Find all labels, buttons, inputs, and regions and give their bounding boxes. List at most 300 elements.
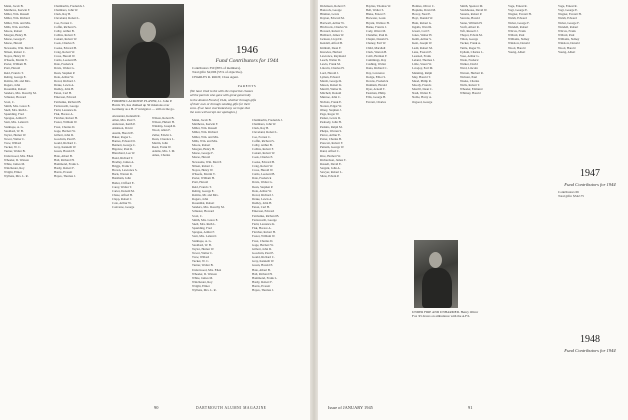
- contributor-name: Winchester, Roy: [4, 166, 25, 171]
- contributor-name: Hoyt, Donald W.: [412, 16, 433, 21]
- contributor-name: Pierce, Arthur E.: [320, 132, 341, 137]
- page-number-right: 91: [468, 405, 473, 410]
- contributor-name: Rosenthal, Robert: [4, 87, 27, 92]
- contributor-name: Hartwell, Arthur W.: [320, 20, 345, 25]
- contributor-name: Field, Laurence K.: [54, 107, 78, 112]
- contributor-name: Coffin, Richard S.: [54, 24, 77, 29]
- contributor-name: Carter, Donald M.: [112, 188, 135, 193]
- contributor-name: Hubbard, James W.: [320, 33, 345, 38]
- caption-line: UNDER FIRE AND UNHARMED. Henry Oliver: [412, 310, 479, 314]
- contributor-name: Schuster, Howard: [192, 209, 215, 214]
- contributor-name: Fisk, Horace A.: [252, 226, 272, 231]
- contributor-name: Dunham, Harold: [366, 82, 387, 87]
- contributor-name: Emerson, Edward: [252, 209, 275, 214]
- contributor-name: Hale, Albert B.: [54, 153, 73, 158]
- contributor-name: Howard, Robert C.: [320, 28, 344, 33]
- contributor-name: Downs, Frederick: [366, 78, 389, 83]
- contributor-name: Coe, Forrest C.: [252, 134, 271, 139]
- note-line: sons. If we have overlooked any we hope that: [190, 106, 250, 111]
- contributor-name: Frost, Charles D.: [252, 238, 274, 243]
- contributor-name: Burnham, John: [112, 176, 131, 181]
- contributor-name: Mead, Philip R.: [412, 78, 432, 83]
- name-column-9: [412, 4, 456, 240]
- name-column-10: [460, 4, 504, 240]
- stat-line: Contributors 350 (89% of members).: [192, 66, 241, 70]
- caption-line: Fox '45 draws on ambulance with the A.F.S.: [412, 314, 471, 319]
- contributor-name: Dudley, John H.: [54, 87, 75, 92]
- contributor-name: Bond, Richard T.: [112, 155, 134, 160]
- contributor-name: Dayton, Edward M.: [320, 16, 345, 21]
- contributor-name: Lincoln, Charles H.: [320, 66, 345, 71]
- contributor-name: Walker, David: [460, 62, 478, 67]
- contributor-name: Dowd, Richard J.: [54, 78, 76, 83]
- contributor-name: Chamberlin, Frederick J.: [252, 118, 283, 122]
- contributor-name: Stearns, Robert P.: [460, 12, 482, 17]
- contributor-name: Prescott, Robert F.: [320, 141, 343, 146]
- contributor-name: Perkins, Ralph M.: [320, 124, 343, 129]
- contributor-name: Moody, Francis: [412, 82, 432, 87]
- contributor-name: Dean, Clarence L.: [152, 136, 175, 141]
- contributor-name: Wood, Allen F.: [152, 128, 171, 133]
- contributor-name: Wendell, Robert: [508, 24, 529, 29]
- contributor-name: White, James M.: [192, 275, 213, 280]
- contributor-name: Stackhouse, David W.: [460, 8, 488, 13]
- page-gutter: [310, 0, 318, 420]
- contributor-name: Wheeler, D. Watson: [192, 271, 217, 276]
- contributor-name: Willard, Paul: [508, 33, 525, 38]
- contributor-name: Blake, Ernest F.: [366, 12, 386, 17]
- contributor-name: Barnes, Edward D.: [112, 138, 136, 143]
- contributor-name: O'Keefe, Martin V.: [192, 172, 216, 177]
- contributor-name: Reed, Frank W.: [152, 145, 172, 150]
- contributor-name: Webster, Paul: [460, 74, 477, 79]
- contributor-name: Cleveland, Robert L.: [252, 130, 278, 135]
- contributor-name: Mills, Wm. and Mrs.: [4, 24, 30, 29]
- name-column-4: [152, 116, 188, 402]
- contributor-name: Green, Harold E.: [252, 263, 274, 268]
- contributor-name: Warren, Herbert R.: [460, 70, 484, 75]
- contributor-name: Smith, Mrs. Grace E.: [192, 217, 219, 222]
- contributor-name: Nichols, Frank E.: [320, 99, 342, 104]
- contributor-name: Tower, Walter C.: [192, 251, 214, 255]
- contributor-name: Newsome, Wm. Mott P.: [192, 159, 222, 164]
- contributor-name: Moore, Robert: [192, 142, 211, 147]
- contributor-name: Taft, Russell J.: [460, 28, 479, 33]
- contributor-name: Ames, Charles: [152, 153, 171, 158]
- contributor-name: Wheeler, Edmund: [460, 87, 483, 92]
- contributor-name: Mitchell, Donald: [320, 91, 342, 96]
- contributor-name: Farnsworth, George: [54, 103, 79, 108]
- contributor-name: Turner, Walter B.: [192, 263, 214, 268]
- contributor-name: Foster, William W.: [252, 234, 276, 239]
- contributor-name: Stoddard, W. B.: [192, 242, 212, 247]
- contributor-name: Rice, Herbert W.: [320, 153, 341, 158]
- contributor-name: Tower, Walter C.: [4, 137, 26, 141]
- contributor-name: Fairbanks, Richard B.: [252, 213, 280, 218]
- photo-caption-right: [412, 310, 504, 318]
- contributor-name: Drake, Lewis A.: [54, 82, 75, 87]
- contributor-name: Sprague, Arthur F.: [192, 230, 215, 235]
- contributor-name: Eaton, Carl H.: [54, 91, 72, 96]
- contributor-name: Noble, Harry A.: [412, 95, 432, 100]
- contributor-name: Spaulding, Fred: [4, 112, 24, 117]
- contributor-name: Nash, Walter E.: [412, 91, 432, 96]
- name-column-6: [252, 118, 308, 402]
- contributor-name: Lovejoy, Earl M.: [412, 66, 434, 71]
- fund-heading-1947: Fund Contributors for 1944: [564, 182, 616, 187]
- name-column-1: [4, 4, 50, 402]
- contributor-name: Weber, George F.: [558, 20, 580, 25]
- contributor-name: Fletcher, Robert H.: [54, 116, 78, 121]
- parents-note: [190, 89, 304, 115]
- contributor-name: Knowles, Herbert: [320, 49, 342, 54]
- contributor-name: Ladd, Robert M.: [412, 45, 433, 50]
- contributor-name: Bell, Walter S.: [366, 8, 385, 13]
- contributor-name: Sprague, Arthur F.: [4, 116, 27, 121]
- contributor-name: Manning, Ralph: [412, 70, 433, 75]
- contributor-name: Rosenthal, Robert: [192, 201, 215, 206]
- contributor-name: Baylies, Thomas W.: [366, 4, 391, 8]
- name-column-11: [508, 4, 554, 244]
- contributor-name: Clark, Ray B.: [54, 12, 72, 17]
- contributor-name: Green, Harold E.: [54, 149, 76, 154]
- contributor-name: Swift, Albert R.: [460, 24, 480, 29]
- contributor-name: Hovey, Neal E.: [412, 12, 431, 17]
- contributor-name: Upham, Charles L.: [460, 49, 484, 54]
- stat-line: CHARLES R. ROOT, Class Agent.: [192, 74, 239, 79]
- contributor-name: Wheeler, D. Watson: [4, 157, 29, 162]
- contributor-name: Winship, Joseph R.: [152, 124, 176, 129]
- contributor-name: Chambers, John W.: [252, 122, 277, 127]
- contributor-name: Trow, Willard: [192, 255, 210, 260]
- contributor-name: Gould, Richard C.: [252, 255, 275, 260]
- contributor-name: Voge, Ernest R.: [558, 4, 578, 8]
- contributor-name: Wells, Robert T.: [460, 82, 481, 87]
- contributor-name: Reid, Francis T.: [4, 70, 24, 75]
- contributor-name: Wright, Elmer: [4, 170, 22, 175]
- note-line: (We have tried to list with the respective classes: [190, 89, 253, 93]
- contributor-name: Hammond, Frank L.: [252, 275, 278, 280]
- contributor-name: Hall, Richard H.: [54, 157, 75, 162]
- contributor-name: Cushing, Walter: [366, 62, 386, 67]
- contributor-name: Fairbanks, Richard B.: [54, 99, 82, 104]
- contributor-name: Collins, Robert F.: [252, 147, 274, 152]
- contributor-name: Clark, Warren B.: [366, 49, 388, 54]
- contributor-name: Clark, Ray B.: [252, 126, 270, 131]
- fund-stats-1947: [558, 190, 628, 199]
- magazine-title: DARTMOUTH ALUMNI MAGAZINE: [196, 406, 267, 410]
- contributor-name: Chapin, Donald S.: [366, 37, 389, 42]
- contributor-name: Foster, William W.: [54, 120, 78, 125]
- contributor-name: Young, Albert: [508, 49, 526, 54]
- contributor-name: Wilcox, Frank: [558, 28, 576, 33]
- contributor-name: Shaw, Edwin P.: [320, 174, 340, 179]
- contributor-name: Tilton, George: [460, 37, 479, 42]
- contributor-name: Marsh, George R.: [320, 78, 343, 83]
- contributor-name: Stanhope, A. G.: [192, 238, 212, 243]
- contributor-name: Blanchard, Lee W.: [112, 151, 136, 156]
- contributor-name: Underwood, Mrs. Ellen: [192, 267, 222, 272]
- contributor-name: Thayer, Edwin M.: [460, 33, 483, 38]
- contributor-name: Morse, Harold: [4, 41, 23, 46]
- contributor-name: Miller, Wm. Russell: [192, 126, 218, 131]
- contributor-name: Goodwin, Paul E.: [252, 251, 274, 255]
- issue-date: Issue of JANUARY 1945: [328, 405, 373, 410]
- contributor-name: Clapp, Robert J.: [112, 197, 133, 202]
- contributor-name: Page, Roger W.: [320, 112, 340, 117]
- note-line: to the Alumni Fund of 1944, whether through gifts: [190, 97, 257, 102]
- contributor-name: Sargent, John A.: [320, 166, 341, 171]
- contributor-name: Sanders, Mrs. Dorothy M.: [4, 91, 37, 96]
- contributor-name: Chambers, John W.: [54, 8, 79, 13]
- contributor-name: Gage, Herbert W.: [252, 242, 274, 247]
- contributor-name: Morrill, Dean C.: [412, 87, 433, 92]
- contributor-name: Wagner, Everett H.: [508, 12, 532, 17]
- contributor-name: Ward, Lincoln: [460, 66, 478, 71]
- contributor-name: Morgan, Henry H.: [4, 33, 27, 38]
- contributor-name: Sawyer, Robert L.: [320, 170, 343, 175]
- contributor-name: Eastman, Philip: [366, 91, 386, 96]
- contributor-name: Cross, Harold W.: [54, 53, 76, 58]
- contributor-name: Richardson, James T.: [320, 157, 347, 162]
- contributor-name: Williams, Sidney: [508, 37, 530, 42]
- contributor-name: Cook, Charles E.: [252, 155, 274, 160]
- contributor-name: Eaton, Carl H.: [252, 205, 270, 210]
- contributor-name: Dean, Stephen P.: [54, 70, 75, 75]
- contributor-name: Cleveland, Robert L.: [54, 16, 80, 21]
- contributor-name: Tucker, W. C.: [4, 145, 22, 150]
- contributor-name: Weeks, Charles: [460, 78, 480, 83]
- contributor-name: Gray, Kenneth W.: [54, 145, 77, 150]
- contributor-name: Dickinson, Robert F.: [320, 4, 346, 8]
- contributor-name: Nilsen, Robert C.: [192, 163, 214, 168]
- contributor-name: Hancock, George: [320, 8, 342, 13]
- contributor-name: Jackson, Lloyd R.: [320, 37, 343, 42]
- contributor-name: Dodge, Elliot S.: [366, 74, 386, 79]
- stat-line: Total gifts: $342.75: [558, 194, 584, 199]
- contributor-name: Bradley, James A.: [112, 159, 135, 164]
- contributor-name: Austin, Harold E.: [112, 130, 134, 135]
- contributor-name: Leland, Thomas J.: [412, 58, 435, 63]
- right-page: [318, 0, 628, 420]
- contributor-name: Hayes, Thomas J.: [252, 288, 274, 293]
- contributor-name: Nilsen, Robert C.: [4, 49, 26, 54]
- contributor-name: Cole, Arthur W.: [112, 201, 132, 206]
- contributor-name: Lyman, Edward: [320, 74, 340, 79]
- contributor-name: Colby, Arthur B.: [252, 142, 273, 147]
- contributor-name: Wyllens, Mrs. L. R.: [192, 288, 217, 293]
- contributor-name: Cross, Harold W.: [252, 167, 274, 172]
- contributor-name: Harris, Everett: [54, 170, 73, 175]
- contributor-name: Olney, Stephen J.: [320, 107, 342, 112]
- contributor-name: Kimball, Dean F.: [320, 45, 342, 50]
- note-line: all the parents who gave with great generosity: [190, 93, 251, 98]
- photo-caption: [112, 99, 184, 112]
- contributor-name: Chandler, Paul R.: [366, 33, 388, 38]
- contributor-name: Morgan, Henry H.: [192, 147, 215, 152]
- name-column-7: [320, 4, 364, 402]
- contributor-name: Putnam, George W.: [320, 145, 345, 150]
- contributor-name: Conant, Robert W.: [252, 151, 276, 156]
- contributor-name: Hardy, Robert F.: [54, 166, 75, 171]
- contributor-name: Fletcher, Robert H.: [252, 230, 276, 235]
- contributor-name: Craig, Robert W.: [252, 163, 273, 168]
- contributor-name: Davis, Walter G.: [252, 180, 273, 185]
- contributor-name: Bennett, George C.: [112, 143, 136, 148]
- contributor-name: Lane, Everett E.: [412, 49, 433, 54]
- contributor-name: Cooke, Edward B.: [54, 45, 77, 50]
- contributor-name: Learned, Frank: [412, 53, 431, 58]
- contributor-name: Sanders, Mrs. Dorothy M.: [192, 205, 225, 210]
- contributor-name: Holmes, Oliver C.: [412, 4, 435, 8]
- name-column-5: [192, 118, 248, 402]
- contributor-name: Gilbert, John D.: [252, 246, 272, 251]
- contributor-name: Osgood, George: [412, 99, 433, 104]
- contributor-name: Weber, George F.: [508, 20, 530, 25]
- contributor-name: Vogt, George E.: [558, 8, 578, 13]
- contributor-name: Coffin, Richard S.: [252, 138, 275, 143]
- note-line: the sons will accept our apologies.): [190, 110, 237, 115]
- contributor-name: O'Keefe, Martin V.: [4, 58, 28, 63]
- name-column-3: [112, 114, 148, 402]
- contributor-name: Child, Marshall: [366, 45, 386, 50]
- contributor-name: Wyllens, Mrs. L. R.: [4, 174, 29, 179]
- contributor-name: Dole, Arthur W.: [252, 188, 272, 193]
- contributor-name: Phelps, Warren S.: [320, 128, 343, 133]
- contributor-name: Butler, Clifford E.: [112, 180, 135, 185]
- contributor-name: Hall, Richard H.: [252, 271, 273, 276]
- contributor-name: Dole, Arthur W.: [54, 74, 74, 79]
- contributor-name: Merrill, Walter R.: [320, 87, 343, 92]
- contributor-name: Hunt, Robert G.: [412, 20, 432, 25]
- contributor-name: Kent, Joseph W.: [412, 41, 433, 46]
- contributor-name: Morse, Harold: [192, 155, 211, 160]
- contributor-name: Mann, Jacob B.: [192, 118, 212, 122]
- contributor-name: Miller, Wm. Richard: [4, 16, 30, 21]
- contributor-name: Goodwin, Paul E.: [54, 137, 76, 141]
- contributor-name: Rogers, John: [192, 196, 209, 201]
- contributor-name: Dudley, John H.: [252, 201, 273, 206]
- contributor-name: Robins, Mr. and Mrs.: [192, 192, 219, 197]
- contributor-name: Schuster, Howard: [4, 95, 27, 100]
- contributor-name: Briggs, Frank T.: [112, 163, 133, 168]
- contributor-name: Carey, Walter T.: [112, 184, 132, 189]
- contributor-name: Moore, Robert: [4, 28, 23, 33]
- contributor-name: Matthews, Kerwin F.: [192, 122, 219, 127]
- contributor-name: Robins, Mr. and Mrs.: [4, 78, 31, 83]
- contributor-name: Everett, Charles: [366, 99, 386, 104]
- contributor-name: Porter, William H.: [192, 176, 215, 181]
- contributor-name: Rehrig, George E.: [4, 74, 27, 79]
- fund-stats: [192, 66, 304, 79]
- contributor-name: Ingalls, Ward R.: [412, 24, 433, 29]
- contributor-name: Baker, Roger L.: [112, 134, 132, 139]
- contributor-name: Farnsworth, George: [252, 217, 277, 222]
- caption-line: Germany as a B-17 navigator — still on the go.: [112, 107, 175, 112]
- contributor-name: Turner, Walter B.: [4, 149, 26, 154]
- note-line: of their own or through sending gifts for their: [190, 101, 251, 106]
- fund-heading-1948: Fund Contributors for 1944: [564, 348, 616, 353]
- contributor-name: Wilcox, Frank: [508, 28, 526, 33]
- contributor-name: Potter, Charles B.: [320, 137, 342, 141]
- contributor-name: Morse, George F.: [192, 151, 214, 156]
- contributor-name: Jones, Walter H.: [412, 33, 433, 38]
- contributor-name: Allen, Mrs. Paul T.: [112, 118, 136, 123]
- contributor-name: Frost, Charles D.: [54, 124, 76, 129]
- contributor-name: Wendell, Robert: [558, 24, 579, 29]
- contributor-name: Whitney, Harold: [460, 91, 481, 96]
- contributor-name: Hale, Albert B.: [252, 267, 271, 272]
- contributor-name: Morse, George F.: [4, 37, 26, 42]
- contributor-name: Trow, Willard: [4, 141, 22, 146]
- stat-line: Contributors 66: [558, 190, 579, 194]
- contributor-name: Mann, Jacob B.: [4, 4, 24, 8]
- lacrosse-player-photo: [112, 4, 184, 98]
- contributor-name: Alexander, Kenneth R.: [112, 114, 141, 118]
- contributor-name: Brown, Lawrence S.: [112, 168, 138, 173]
- contributor-name: Russell, David E.: [320, 161, 342, 166]
- contributor-name: Taylor, Homer W.: [4, 132, 27, 137]
- contributor-name: Kendall, Alfred B.: [320, 41, 343, 46]
- contributor-name: Pratt, Harold: [192, 180, 208, 185]
- contributor-name: Stanhope, A. G.: [4, 124, 24, 129]
- contributor-name: Pratt, Harold: [4, 66, 20, 71]
- contributor-name: Cady, Oliver M.: [366, 28, 387, 33]
- contributor-name: Snell, Mrs. Ruth L.: [4, 107, 28, 112]
- contributor-name: Tucker, Frank A.: [460, 41, 481, 46]
- contributor-name: Munroe, John C.: [320, 95, 341, 100]
- contributor-name: Stevens, Harold: [460, 16, 480, 21]
- contributor-name: Stone, William H.: [460, 20, 483, 25]
- contributor-name: Dyer, Arnold T.: [366, 87, 386, 92]
- contributor-name: Voge, Ernest R.: [508, 4, 528, 8]
- class-year-1946: 1946: [236, 44, 258, 56]
- contributor-name: Cobb, Herman F.: [366, 53, 388, 58]
- contributor-name: Davis, Walter G.: [54, 66, 75, 71]
- contributor-name: May, Harold T.: [412, 74, 431, 79]
- contributor-name: Drake, Lewis A.: [252, 196, 273, 201]
- contributor-name: Noyes, Henry W.: [4, 53, 26, 58]
- contributor-name: Jewett, Carl F.: [412, 28, 430, 33]
- contributor-name: Taylor, Homer W.: [192, 246, 215, 251]
- contributor-name: Stair, Mrs. Leland J.: [4, 120, 30, 125]
- contributor-name: Burke, Francis J.: [366, 24, 387, 29]
- contributor-name: Parker, Lewis D.: [320, 116, 341, 121]
- contributor-name: Little, Stuart W.: [412, 62, 432, 67]
- contributor-name: Vogt, George E.: [508, 8, 528, 13]
- class-year-1947: 1947: [580, 168, 600, 179]
- contributor-name: Rand, Alfred C.: [320, 149, 340, 154]
- contributor-name: White, James M.: [4, 161, 25, 166]
- contributor-name: Dowd, Richard J.: [252, 192, 274, 197]
- contributor-name: Rogers, John: [4, 82, 21, 87]
- contributor-name: Atkinson, David: [112, 126, 133, 131]
- contributor-name: Dana, Richard C.: [366, 66, 388, 71]
- contributor-name: Walsh, Edward: [508, 16, 527, 21]
- contributor-name: Miller, Wm. Russell: [4, 12, 30, 17]
- contributor-name: Noyes, Henry W.: [192, 167, 214, 172]
- contributor-name: Craig, Robert W.: [54, 49, 75, 54]
- contributor-name: Hitchcock, Charles W.: [320, 24, 348, 29]
- contributor-name: Snell, Mrs. Ruth L.: [192, 221, 216, 226]
- contributor-name: Newsome, Wm. Mott P.: [4, 45, 34, 50]
- contributor-name: Gage, Herbert W.: [54, 128, 76, 133]
- contributor-name: Hopkins, David M.: [412, 8, 436, 13]
- name-column-12: [558, 4, 602, 164]
- contributor-name: Colby, Arthur B.: [54, 28, 75, 33]
- contributor-name: Miller, Wm. Richard: [192, 130, 218, 135]
- contributor-name: Coe, Forrest C.: [54, 20, 73, 25]
